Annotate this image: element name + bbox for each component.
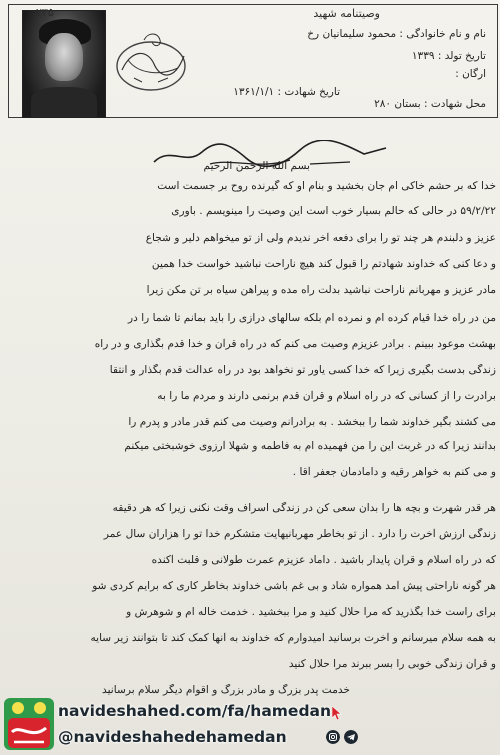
document-number: ۲۳۵ <box>36 6 54 19</box>
body-line: بسم الله الرحمن الرحیم <box>203 160 310 172</box>
instagram-icon <box>326 730 340 744</box>
seal-stamp-icon <box>108 30 194 96</box>
watermark-handle: @navideshahedehamedan <box>58 728 287 746</box>
body-line: زندگی ارزش آخرت را دارد . از تو بخاطر مهربانیهایت متشکرم خدا تو را هزاران سال عمر <box>103 528 496 540</box>
body-line: به همه سلام میرسانم و آخرت برسانید امیدوارم که خداوند به آنها کمک کند تا بتوانند زیر سایه <box>90 632 496 644</box>
body-line: خدمت پدر بزرگ و مادر بزرگ و اقوام دیگر سلام برسانید <box>102 684 350 696</box>
watermark-url: navideshahed.com/fa/hamedan <box>58 702 332 720</box>
body-line: هر گونه ناراحتی پیش آمد همواره شاد و بی غم باشی خداوند بخاطر کاری که برایم کردی شو <box>92 580 496 592</box>
body-line: و دعا کنی که خداوند شهادتم را قبول کند هیچ ناراحت نباشید خواست خدا همین <box>151 258 496 270</box>
body-line: بهشت موعود ببینم . برادر عزیزم وصیت می کنم که در راه قرآن و خدا قدم بگذاری و در راه <box>94 338 496 350</box>
name-field: نام و نام خانوادگی : محمود سلیمانیان رخ <box>307 28 486 40</box>
body-line: ۵۹/۲/۲۲ در حالی که حالم بسیار خوب است این وصیت را مینویسم . باوری <box>171 205 496 217</box>
body-line: برای راست خدا بگذرید که مرا حلال کنید و مرا ببخشید . خدمت خاله ام و شوهرش و <box>126 606 496 618</box>
body-line: می کشند بگیر خداوند شما را ببخشد . به برادرانم وصیت می کنم قدر مادر و پدرم را <box>128 416 496 428</box>
body-line: زندگی بدست بگیری زیرا که خدا کسی یاور تو نخواهد بود در راه عدالت قدم بگذار و انتقا <box>109 364 496 376</box>
body-line: مادر عزیز و مهربانم ناراحت نباشید بدلت راه مده و پیراهن سیاه بر تن مکن زیرا <box>146 284 496 296</box>
navideshahed-logo-icon <box>2 688 56 752</box>
telegram-icon <box>344 730 358 744</box>
martyr-photo <box>22 10 106 118</box>
body-line: هر قدر شهرت و بچه ها را بدان سعی کن در زندگی اسراف وقت نکنی زیرا که هر دقیقه <box>112 502 496 514</box>
cursor-arrow-icon <box>332 706 342 720</box>
body-line: عزیز و دلبندم هر چند تو را برای دفعه آخر ندیدم ولی از تو میخواهم دلیر و شجاع <box>145 232 496 244</box>
birth-date-field: تاریخ تولد : ۱۳۳۹ <box>411 50 486 62</box>
body-line: بدانند زیرا که در غربت این را من فهمیده ام به فاطمه و شهلا آرزوی خوشبختی میکنم <box>124 440 496 452</box>
body-line: و قرآن زندگی خوبی را بسر ببرند مرا حلال کنید <box>288 658 496 670</box>
body-line: خدا که بر حشم خاکی ام جان بخشید و بنام او که گیرنده روح بر جسمت است <box>157 180 496 192</box>
martyrdom-place-field: محل شهادت : بستان ۲۸۰ <box>374 98 486 110</box>
body-line: من در راه خدا قیام کرده ام و نمرده ام بلکه سالهای درازی را باید بمانم تا شما را در <box>128 312 496 324</box>
body-line: که در راه اسلام و قرآن پایدار باشید . داماد عزیزم عمرت طولانی و قلبت آکنده <box>151 554 496 566</box>
organization-field: ارگان : <box>455 68 486 80</box>
martyrdom-date-field: تاریخ شهادت : ۱۳۶۱/۱/۱ <box>233 86 340 98</box>
document-title: وصیتنامه شهید <box>313 7 380 20</box>
body-line: برادرت را از کسانی که در راه اسلام و قرآن قدم برنمی دارند و مردم ما را به <box>157 390 496 402</box>
body-line: و می کنم به خواهر رقیه و دامادمان جعفر آقا . <box>292 466 496 478</box>
